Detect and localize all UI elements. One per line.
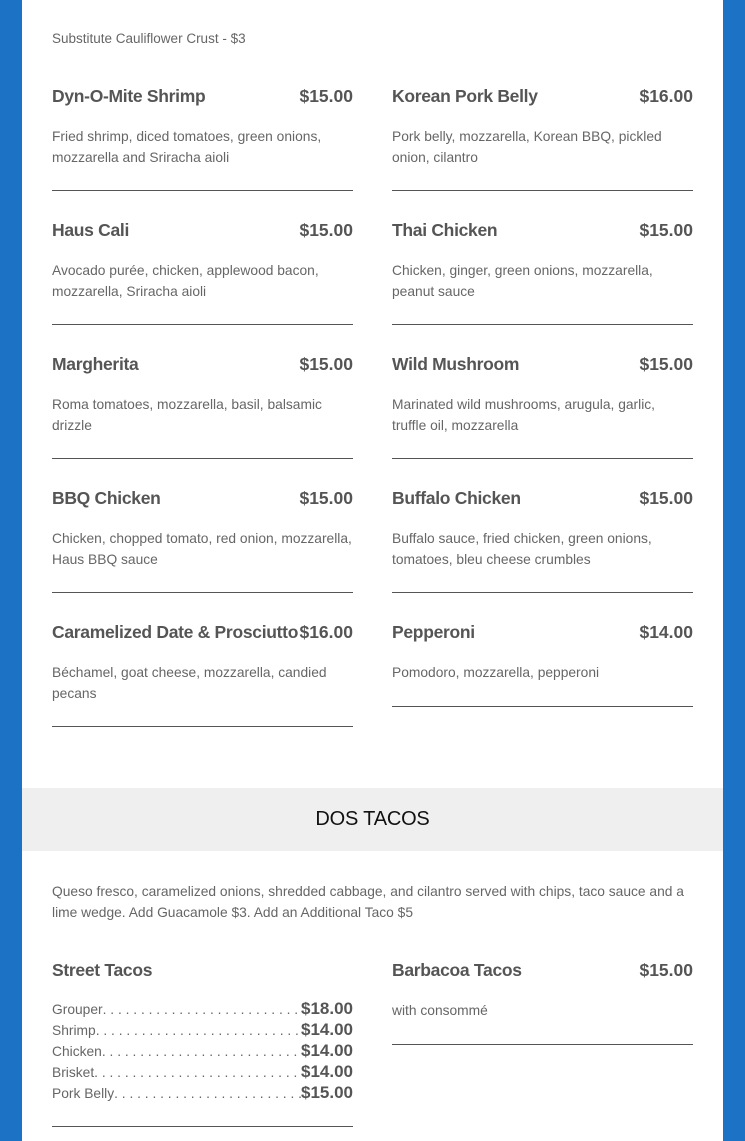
item-divider — [52, 1126, 353, 1127]
menu-item — [392, 622, 693, 756]
price-row — [52, 999, 353, 1020]
item-description: Pork belly, mozzarella, Korean BBQ, pickled onion, cilantro — [392, 129, 662, 165]
item-description: Roma tomatoes, mozzarella, basil, balsamic drizzle — [52, 397, 322, 433]
section-title: DOS TACOS — [315, 808, 430, 830]
tacos-description: Queso fresco, caramelized onions, shredded cabbage, and cilantro served with chips, taco sauce and a lime wedge. Add Guacamole $3. Add an Additional Taco $5 — [52, 884, 684, 920]
menu-item — [392, 86, 693, 220]
item-price: $15.00 — [299, 488, 353, 508]
item-name: Dyn-O-Mite Shrimp — [52, 86, 206, 106]
menu-item — [392, 354, 693, 488]
item-name: Pepperoni — [392, 622, 475, 642]
item-price: $16.00 — [639, 86, 693, 106]
menu-item-street-tacos — [52, 960, 353, 1141]
menu-item — [52, 354, 353, 488]
item-description: Béchamel, goat cheese, mozzarella, candied pecans — [52, 665, 327, 701]
item-name: Korean Pork Belly — [392, 86, 538, 106]
menu-page — [22, 0, 723, 1141]
item-divider — [392, 190, 693, 191]
item-divider — [392, 324, 693, 325]
dot-leader — [96, 1023, 301, 1038]
item-description: Buffalo sauce, fried chicken, green onions, tomatoes, bleu cheese crumbles — [392, 531, 652, 567]
dot-leader — [114, 1086, 301, 1101]
option-price: $14.00 — [301, 1062, 353, 1081]
option-price: $14.00 — [301, 1041, 353, 1060]
item-price: $15.00 — [639, 354, 693, 374]
item-divider — [52, 190, 353, 191]
tacos-grid — [52, 960, 693, 1141]
price-row — [52, 1041, 353, 1062]
item-name: Wild Mushroom — [392, 354, 520, 374]
dot-leader — [102, 1044, 301, 1059]
pizza-menu-grid — [52, 86, 693, 756]
item-price: $16.00 — [299, 622, 353, 642]
price-row — [52, 1083, 353, 1104]
option-price: $15.00 — [301, 1083, 353, 1102]
menu-item — [52, 86, 353, 220]
item-name: Barbacoa Tacos — [392, 960, 522, 980]
item-name: Buffalo Chicken — [392, 488, 521, 508]
item-price: $15.00 — [299, 86, 353, 106]
item-divider — [52, 726, 353, 727]
option-name: Chicken — [52, 1044, 102, 1059]
item-divider — [392, 458, 693, 459]
option-name: Grouper — [52, 1002, 103, 1017]
item-description: with consommé — [392, 1003, 488, 1018]
item-name: Caramelized Date & Prosciutto — [52, 622, 299, 642]
price-row — [52, 1020, 353, 1041]
option-name: Shrimp — [52, 1023, 96, 1038]
menu-item — [392, 220, 693, 354]
option-name: Pork Belly — [52, 1086, 115, 1101]
item-description: Fried shrimp, diced tomatoes, green onions, mozzarella and Sriracha aioli — [52, 129, 322, 165]
option-name: Brisket — [52, 1065, 95, 1080]
item-divider — [52, 324, 353, 325]
item-name: Thai Chicken — [392, 220, 498, 240]
item-description: Chicken, ginger, green onions, mozzarella, peanut sauce — [392, 263, 653, 299]
price-list — [52, 999, 353, 1104]
section-header-band — [22, 788, 723, 851]
item-price: $15.00 — [639, 960, 693, 980]
item-price: $15.00 — [299, 220, 353, 240]
menu-item — [52, 622, 353, 756]
item-description: Pomodoro, mozzarella, pepperoni — [392, 665, 600, 680]
item-price: $15.00 — [299, 354, 353, 374]
item-divider — [392, 706, 693, 707]
dot-leader — [103, 1002, 301, 1017]
item-description: Chicken, chopped tomato, red onion, mozzarella, Haus BBQ sauce — [52, 531, 352, 567]
item-price: $15.00 — [639, 220, 693, 240]
item-divider — [392, 1044, 693, 1045]
item-description: Avocado purée, chicken, applewood bacon, mozzarella, Sriracha aioli — [52, 263, 319, 299]
menu-item — [52, 220, 353, 354]
item-description: Marinated wild mushrooms, arugula, garlic, truffle oil, mozzarella — [392, 397, 656, 433]
item-price: $14.00 — [639, 622, 693, 642]
dot-leader — [94, 1065, 301, 1080]
menu-item — [392, 488, 693, 622]
item-price: $15.00 — [639, 488, 693, 508]
item-divider — [52, 592, 353, 593]
crust-substitution-note: Substitute Cauliflower Crust - $3 — [52, 31, 246, 46]
option-price: $14.00 — [301, 1020, 353, 1039]
price-row — [52, 1062, 353, 1083]
item-divider — [52, 458, 353, 459]
item-name: Street Tacos — [52, 960, 153, 980]
option-price: $18.00 — [301, 999, 353, 1018]
item-name: BBQ Chicken — [52, 488, 161, 508]
item-name: Margherita — [52, 354, 139, 374]
item-name: Haus Cali — [52, 220, 130, 240]
menu-item — [52, 488, 353, 622]
menu-item-barbacoa-tacos — [392, 960, 693, 1141]
item-divider — [392, 592, 693, 593]
